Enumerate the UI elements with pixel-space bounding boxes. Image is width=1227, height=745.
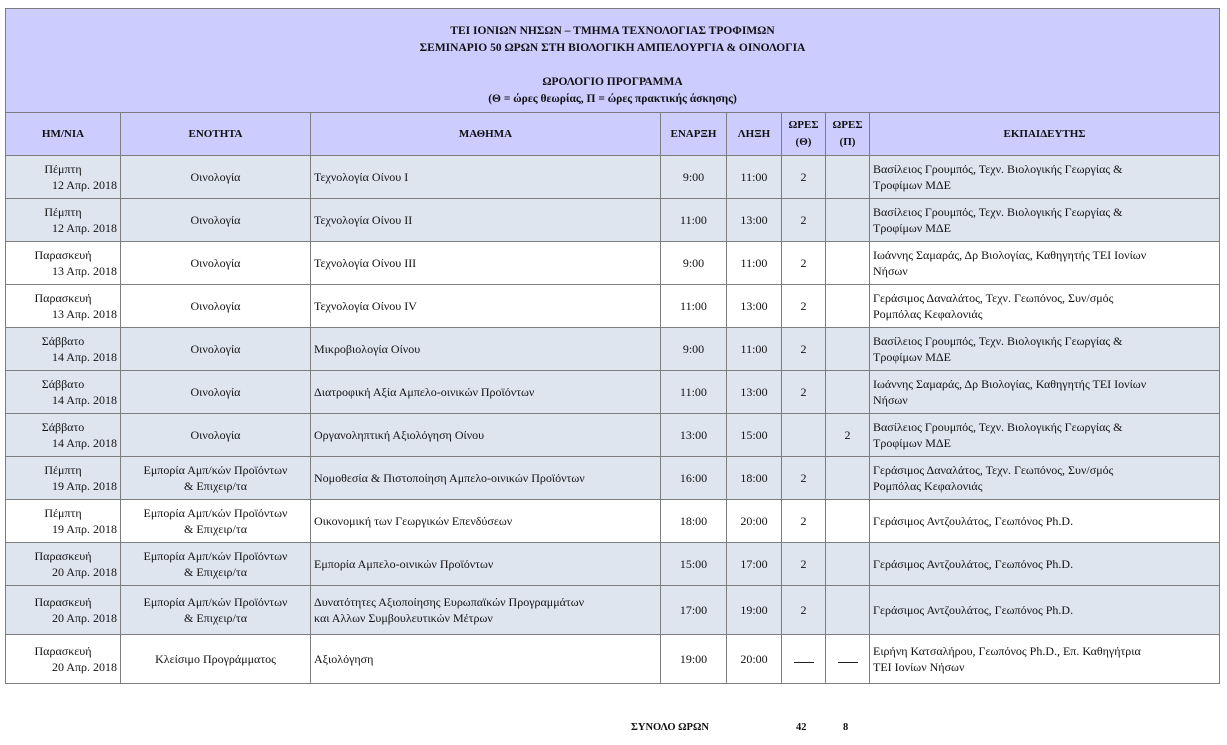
end-cell [727, 285, 782, 328]
cell-text: Οινολογία [190, 385, 241, 399]
course-cell [311, 328, 661, 371]
table-row [6, 328, 1220, 371]
hours-theory-cell [782, 414, 826, 457]
hours-practice-cell [826, 328, 870, 371]
col-hours-practice: ΩΡΕΣ (Π) [826, 113, 870, 156]
cell-text: 9:00 [682, 170, 705, 184]
unit-cell [121, 371, 311, 414]
start-cell [661, 586, 727, 635]
cell-text: 20 Απρ. 2018 [51, 611, 117, 625]
cell-text: Εμπορία Αμπ/κών Προϊόντων [143, 506, 288, 520]
hours-practice-cell [826, 543, 870, 586]
cell-text: 13 Απρ. 2018 [51, 264, 117, 278]
cell-text: 2 [800, 385, 807, 399]
cell-text: Παρασκευή [34, 595, 92, 609]
instructor-cell [870, 285, 1220, 328]
date-cell [6, 500, 121, 543]
cell-text: 13:00 [740, 385, 768, 399]
instructor-cell [870, 586, 1220, 635]
hours-theory-cell [782, 328, 826, 371]
cell-text: 2 [800, 213, 807, 227]
hours-practice-cell [826, 156, 870, 199]
table-row [6, 156, 1220, 199]
cell-text: Παρασκευή [34, 291, 92, 305]
start-cell [661, 156, 727, 199]
cell-text: Αξιολόγηση [314, 652, 374, 666]
hours-practice-cell [826, 500, 870, 543]
cell-text: 9:00 [682, 342, 705, 356]
cell-text: 15:00 [679, 557, 708, 571]
cell-text: Εμπορία Αμπ/κών Προϊόντων [143, 549, 288, 563]
cell-text: Οικονομική των Γεωργικών Επενδύσεων [314, 514, 513, 528]
course-cell [311, 285, 661, 328]
course-cell [311, 543, 661, 586]
end-cell [727, 500, 782, 543]
cell-text: 14 Απρ. 2018 [51, 436, 117, 450]
cell-text: Τροφίμων ΜΔΕ [873, 436, 951, 450]
cell-text: Τροφίμων ΜΔΕ [873, 178, 951, 192]
col-date: ΗΜ/ΝΙΑ [6, 113, 121, 156]
start-cell [661, 371, 727, 414]
hours-practice-cell [826, 457, 870, 500]
cell-text: Πέμπτη [44, 162, 82, 176]
cell-text: Τεχνολογία Οίνου ΙΙΙ [314, 256, 417, 270]
start-cell [661, 543, 727, 586]
unit-cell [121, 199, 311, 242]
totals-practice: 8 [843, 722, 849, 733]
cell-text: 19 Απρ. 2018 [51, 479, 117, 493]
cell-text: Πέμπτη [44, 205, 82, 219]
cell-text: 17:00 [679, 603, 708, 617]
hours-theory-cell [782, 543, 826, 586]
cell-text: Πέμπτη [44, 463, 82, 477]
instructor-cell [870, 457, 1220, 500]
schedule-title: ΩΡΟΛΟΓΙΟ ΠΡΟΓΡΑΜΜΑ [542, 76, 683, 88]
cell-text: Εμπορία Αμπελο-οινικών Προϊόντων [314, 557, 494, 571]
cell-text: Γεράσιμος Αντζουλάτος, Γεωπόνος Ph.D. [873, 603, 1074, 617]
end-cell [727, 635, 782, 684]
cell-text: 2 [800, 603, 807, 617]
cell-text: Πέμπτη [44, 506, 82, 520]
cell-text: 12 Απρ. 2018 [51, 221, 117, 235]
table-row [6, 414, 1220, 457]
cell-text: 12 Απρ. 2018 [51, 178, 117, 192]
cell-text: 11:00 [680, 299, 707, 313]
table-row [6, 371, 1220, 414]
cell-text: 16:00 [679, 471, 708, 485]
cell-text: 11:00 [740, 256, 768, 270]
unit-cell [121, 543, 311, 586]
cell-text: & Επιχειρ/τα [184, 611, 247, 625]
cell-text: & Επιχειρ/τα [184, 479, 247, 493]
hours-practice-cell [826, 586, 870, 635]
cell-text: Τροφίμων ΜΔΕ [873, 350, 951, 364]
end-cell [727, 371, 782, 414]
cell-text: Παρασκευή [34, 248, 92, 262]
cell-text: 19 Απρ. 2018 [51, 522, 117, 536]
start-cell [661, 285, 727, 328]
end-cell [727, 586, 782, 635]
cell-text: Βασίλειος Γρουμπός, Τεχν. Βιολογικής Γεωργίας & [873, 205, 1123, 219]
cell-text: Γεράσιμος Δαναλάτος, Τεχν. Γεωπόνος, Συν/σμός [873, 463, 1114, 477]
cell-text: 11:00 [740, 170, 768, 184]
cell-text: Παρασκευή [34, 644, 92, 658]
col-course: ΜΑΘΗΜΑ [311, 113, 661, 156]
cell-text: Εμπορία Αμπ/κών Προϊόντων [143, 595, 288, 609]
unit-cell [121, 285, 311, 328]
start-cell [661, 199, 727, 242]
cell-text: 2 [800, 514, 807, 528]
cell-text: 2 [844, 428, 851, 442]
cell-text: 2 [800, 170, 807, 184]
schedule-sheet [5, 8, 1220, 684]
institution-title: ΤΕΙ ΙΟΝΙΩΝ ΝΗΣΩΝ – ΤΜΗΜΑ ΤΕΧΝΟΛΟΓΙΑΣ ΤΡΟΦΙΜΩΝ [450, 25, 775, 37]
end-cell [727, 543, 782, 586]
date-cell [6, 414, 121, 457]
schedule-table [5, 8, 1220, 684]
unit-cell [121, 242, 311, 285]
start-cell [661, 242, 727, 285]
cell-text: 13:00 [740, 213, 768, 227]
table-row [6, 242, 1220, 285]
cell-text: Ρομπόλας Κεφαλονιάς [873, 307, 983, 321]
instructor-cell [870, 543, 1220, 586]
date-cell [6, 371, 121, 414]
date-cell [6, 635, 121, 684]
table-row [6, 457, 1220, 500]
end-cell [727, 328, 782, 371]
cell-text: 2 [800, 471, 807, 485]
totals-theory: 42 [796, 722, 807, 733]
cell-text: Εμπορία Αμπ/κών Προϊόντων [143, 463, 288, 477]
cell-text: Παρασκευή [34, 549, 92, 563]
cell-text: Σάββατο [41, 334, 85, 348]
end-cell [727, 242, 782, 285]
course-cell [311, 586, 661, 635]
totals-label: ΣΥΝΟΛΟ ΩΡΩΝ [631, 722, 709, 733]
hours-theory-cell [782, 242, 826, 285]
unit-cell [121, 414, 311, 457]
dash-mark [838, 653, 858, 663]
cell-text: Διατροφική Αξία Αμπελο-οινικών Προϊόντων [314, 385, 535, 399]
end-cell [727, 414, 782, 457]
cell-text: 13 Απρ. 2018 [51, 307, 117, 321]
course-cell [311, 199, 661, 242]
instructor-cell [870, 414, 1220, 457]
cell-text: ΤΕΙ Ιονίων Νήσων [873, 660, 965, 674]
cell-text: 11:00 [680, 213, 707, 227]
instructor-cell [870, 242, 1220, 285]
course-cell [311, 242, 661, 285]
date-cell [6, 285, 121, 328]
course-cell [311, 156, 661, 199]
start-cell [661, 328, 727, 371]
hours-practice-cell [826, 371, 870, 414]
cell-text: Ιωάννης Σαμαράς, Δρ Βιολογίας, Καθηγητής ΤΕΙ Ιονίων [873, 248, 1147, 262]
cell-text: Οινολογία [190, 342, 241, 356]
hours-theory-cell [782, 199, 826, 242]
unit-cell [121, 500, 311, 543]
cell-text: Ρομπόλας Κεφαλονιάς [873, 479, 983, 493]
schedule-rows [6, 156, 1220, 684]
cell-text: 15:00 [740, 428, 768, 442]
cell-text: Νήσων [873, 264, 908, 278]
cell-text: Βασίλειος Γρουμπός, Τεχν. Βιολογικής Γεωργίας & [873, 162, 1123, 176]
cell-text: 2 [800, 256, 807, 270]
cell-text: 2 [800, 342, 807, 356]
cell-text: 20:00 [740, 514, 768, 528]
instructor-cell [870, 199, 1220, 242]
col-unit: ΕΝΟΤΗΤΑ [121, 113, 311, 156]
hours-theory-cell [782, 156, 826, 199]
start-cell [661, 457, 727, 500]
date-cell [6, 328, 121, 371]
hours-theory-cell [782, 371, 826, 414]
col-hours-theory: ΩΡΕΣ (Θ) [782, 113, 826, 156]
cell-text: 11:00 [680, 385, 707, 399]
cell-text: 18:00 [679, 514, 708, 528]
cell-text: Γεράσιμος Αντζουλάτος, Γεωπόνος Ph.D. [873, 514, 1074, 528]
instructor-cell [870, 156, 1220, 199]
cell-text: Ειρήνη Κατσαλήρου, Γεωπόνος Ph.D., Επ. Καθηγήτρια [873, 644, 1141, 658]
date-cell [6, 242, 121, 285]
instructor-cell [870, 635, 1220, 684]
hours-theory-cell [782, 500, 826, 543]
cell-text: Τεχνολογία Οίνου ΙΙ [314, 213, 413, 227]
cell-text: Σάββατο [41, 420, 85, 434]
date-cell [6, 199, 121, 242]
date-cell [6, 543, 121, 586]
cell-text: 2 [800, 299, 807, 313]
hours-theory-cell [782, 586, 826, 635]
hours-practice-cell [826, 242, 870, 285]
unit-cell [121, 457, 311, 500]
table-row [6, 199, 1220, 242]
col-instructor: ΕΚΠΑΙΔΕΥΤΗΣ [870, 113, 1220, 156]
table-row [6, 500, 1220, 543]
cell-text: 19:00 [679, 652, 708, 666]
cell-text: 17:00 [740, 557, 768, 571]
cell-text: Νήσων [873, 393, 908, 407]
course-cell [311, 635, 661, 684]
course-cell [311, 457, 661, 500]
col-end: ΛΗΞΗ [727, 113, 782, 156]
dash-mark [794, 653, 814, 663]
cell-text: Γεράσιμος Δαναλάτος, Τεχν. Γεωπόνος, Συν/σμός [873, 291, 1114, 305]
table-row [6, 543, 1220, 586]
table-row [6, 586, 1220, 635]
column-header-row [6, 113, 1220, 156]
instructor-cell [870, 500, 1220, 543]
cell-text: Δυνατότητες Αξιοποίησης Ευρωπαϊκών Προγραμμάτων [314, 595, 585, 609]
start-cell [661, 414, 727, 457]
start-cell [661, 500, 727, 543]
cell-text: Νομοθεσία & Πιστοποίηση Αμπελο-οινικών Προϊόντων [314, 471, 585, 485]
hours-theory-cell [782, 635, 826, 684]
cell-text: Οινολογία [190, 299, 241, 313]
cell-text: Ιωάννης Σαμαράς, Δρ Βιολογίας, Καθηγητής ΤΕΙ Ιονίων [873, 377, 1147, 391]
hours-practice-cell [826, 635, 870, 684]
unit-cell [121, 156, 311, 199]
instructor-cell [870, 371, 1220, 414]
table-row [6, 285, 1220, 328]
cell-text: Τεχνολογία Οίνου ΙV [314, 299, 417, 313]
cell-text: 9:00 [682, 256, 705, 270]
course-cell [311, 414, 661, 457]
cell-text: 13:00 [679, 428, 708, 442]
hours-theory-cell [782, 457, 826, 500]
hours-practice-cell [826, 414, 870, 457]
cell-text: Οινολογία [190, 213, 241, 227]
cell-text: Οργανοληπτική Αξιολόγηση Οίνου [314, 428, 485, 442]
cell-text: Βασίλειος Γρουμπός, Τεχν. Βιολογικής Γεωργίας & [873, 420, 1123, 434]
unit-cell [121, 328, 311, 371]
end-cell [727, 457, 782, 500]
date-cell [6, 586, 121, 635]
hours-practice-cell [826, 199, 870, 242]
cell-text: Οινολογία [190, 256, 241, 270]
cell-text: 13:00 [740, 299, 768, 313]
cell-text: και Αλλων Συμβουλευτικών Μέτρων [314, 611, 493, 625]
end-cell [727, 199, 782, 242]
cell-text: Τεχνολογία Οίνου Ι [314, 170, 409, 184]
course-cell [311, 371, 661, 414]
course-cell [311, 500, 661, 543]
cell-text: Οινολογία [190, 170, 241, 184]
cell-text: 14 Απρ. 2018 [51, 350, 117, 364]
cell-text: Σάββατο [41, 377, 85, 391]
col-start: ΕΝΑΡΞΗ [661, 113, 727, 156]
totals-row [0, 722, 1227, 742]
end-cell [727, 156, 782, 199]
unit-cell [121, 586, 311, 635]
cell-text: Οινολογία [190, 428, 241, 442]
start-cell [661, 635, 727, 684]
cell-text: Κλείσιμο Προγράμματος [155, 652, 276, 666]
unit-cell [121, 635, 311, 684]
hours-theory-cell [782, 285, 826, 328]
cell-text: 19:00 [740, 603, 768, 617]
hours-practice-cell [826, 285, 870, 328]
date-cell [6, 156, 121, 199]
cell-text: 11:00 [740, 342, 768, 356]
table-row [6, 635, 1220, 684]
cell-text: 18:00 [740, 471, 768, 485]
cell-text: Τροφίμων ΜΔΕ [873, 221, 951, 235]
instructor-cell [870, 328, 1220, 371]
cell-text: 20 Απρ. 2018 [51, 565, 117, 579]
cell-text: Γεράσιμος Αντζουλάτος, Γεωπόνος Ph.D. [873, 557, 1074, 571]
title-block [6, 9, 1220, 113]
cell-text: 14 Απρ. 2018 [51, 393, 117, 407]
cell-text: 20 Απρ. 2018 [51, 660, 117, 674]
cell-text: 2 [800, 557, 807, 571]
cell-text: & Επιχειρ/τα [184, 565, 247, 579]
date-cell [6, 457, 121, 500]
legend-note: (Θ = ώρες θεωρίας, Π = ώρες πρακτικής άσκησης) [488, 93, 737, 105]
cell-text: Μικροβιολογία Οίνου [314, 342, 421, 356]
cell-text: 20:00 [740, 652, 768, 666]
seminar-title: ΣΕΜΙΝΑΡΙΟ 50 ΩΡΩΝ ΣΤΗ ΒΙΟΛΟΓΙΚΗ ΑΜΠΕΛΟΥΡΓΙΑ & ΟΙΝΟΛΟΓΙΑ [419, 42, 806, 54]
cell-text: Βασίλειος Γρουμπός, Τεχν. Βιολογικής Γεωργίας & [873, 334, 1123, 348]
cell-text: & Επιχειρ/τα [184, 522, 247, 536]
